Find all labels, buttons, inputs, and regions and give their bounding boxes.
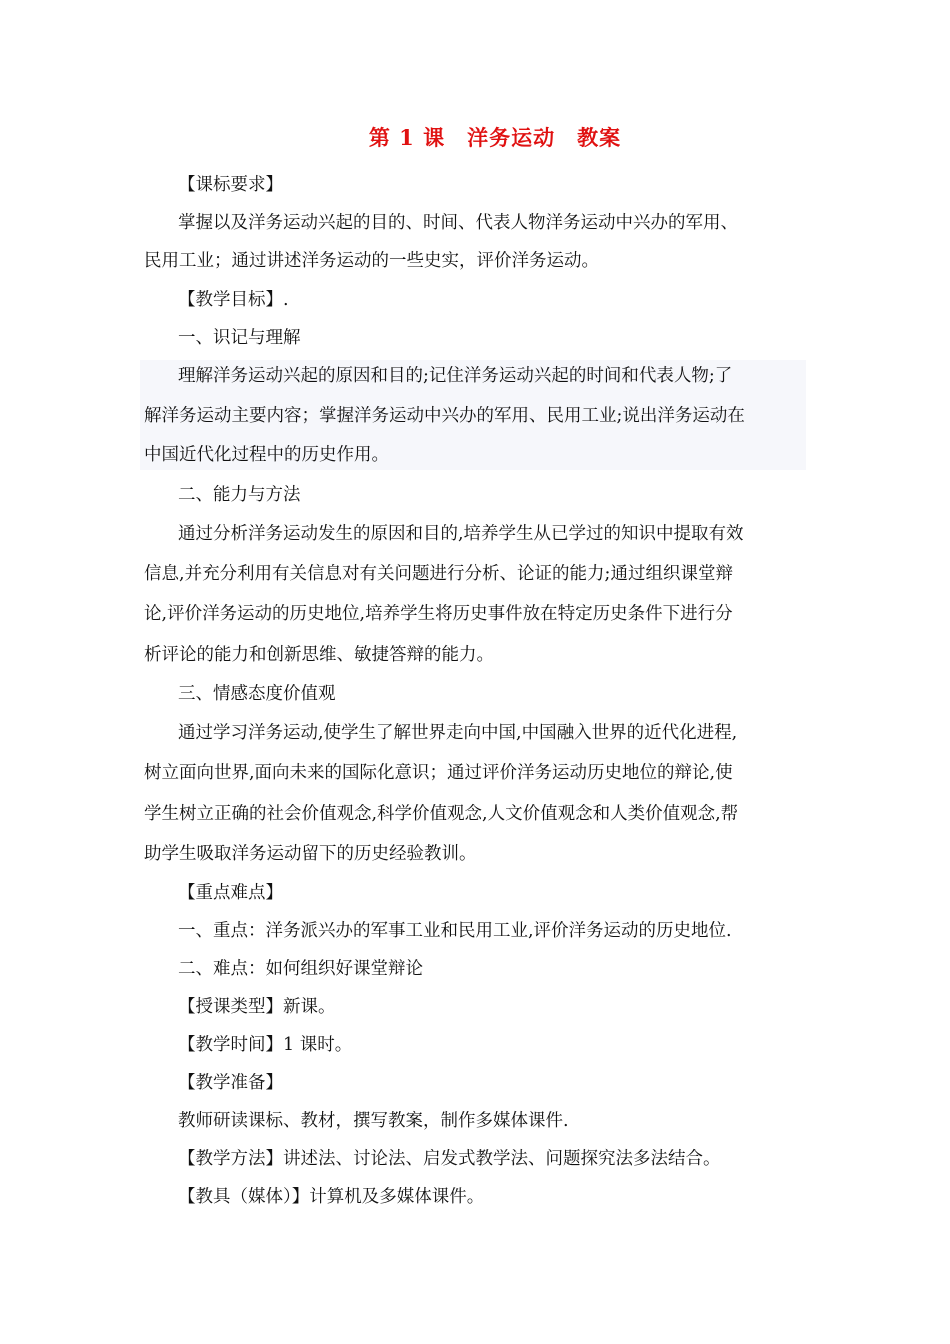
paragraph-line: 学生树立正确的社会价值观念,科学价值观念,人文价值观念和人类价值观念,帮	[144, 804, 739, 824]
section-heading-objectives: 【教学目标】.	[178, 290, 289, 310]
lesson-type: 【授课类型】新课。	[178, 997, 336, 1017]
paragraph-line: 树立面向世界,面向未来的国际化意识；通过评价洋务运动历史地位的辩论,使	[144, 763, 733, 783]
paragraph-line: 信息,并充分利用有关信息对有关问题进行分析、论证的能力;通过组织课堂辩	[144, 564, 733, 584]
paragraph-line: 教师研读课标、教材，撰写教案，制作多媒体课件.	[178, 1111, 569, 1131]
paragraph-line: 理解洋务运动兴起的原因和目的;记住洋务运动兴起的时间和代表人物;了	[178, 366, 733, 386]
paragraph-line: 民用工业；通过讲述洋务运动的一些史实，评价洋务运动。	[144, 251, 599, 271]
paragraph-line: 论,评价洋务运动的历史地位,培养学生将历史事件放在特定历史条件下进行分	[144, 604, 733, 624]
subheading-ability: 二、能力与方法	[178, 485, 301, 505]
paragraph-line: 二、难点：如何组织好课堂辩论	[178, 959, 423, 979]
paragraph-line: 一、重点：洋务派兴办的军事工业和民用工业,评价洋务运动的历史地位.	[178, 921, 732, 941]
paragraph-line: 析评论的能力和创新思维、敏捷答辩的能力。	[144, 645, 494, 665]
paragraph-line: 掌握以及洋务运动兴起的目的、时间、代表人物洋务运动中兴办的军用、	[178, 213, 738, 233]
paragraph-line: 通过学习洋务运动,使学生了解世界走向中国,中国融入世界的近代化进程,	[178, 723, 738, 743]
paragraph-line: 中国近代化过程中的历史作用。	[144, 445, 389, 465]
page-title: 第 1 课 洋务运动 教案	[368, 125, 622, 150]
teaching-methods: 【教学方法】讲述法、讨论法、启发式教学法、问题探究法多法结合。	[178, 1149, 721, 1169]
section-heading-preparation: 【教学准备】	[178, 1073, 283, 1093]
subheading-knowledge: 一、识记与理解	[178, 328, 301, 348]
paragraph-line: 通过分析洋务运动发生的原因和目的,培养学生从已学过的知识中提取有效	[178, 524, 744, 544]
section-heading-key-points: 【重点难点】	[178, 883, 283, 903]
teaching-tools: 【教具（媒体）】计算机及多媒体课件。	[178, 1187, 485, 1207]
subheading-values: 三、情感态度价值观	[178, 684, 336, 704]
paragraph-line: 助学生吸取洋务运动留下的历史经验教训。	[144, 844, 477, 864]
section-heading-curriculum: 【课标要求】	[178, 175, 283, 195]
lesson-time: 【教学时间】1 课时。	[178, 1035, 353, 1055]
paragraph-line: 解洋务运动主要内容；掌握洋务运动中兴办的军用、民用工业;说出洋务运动在	[144, 406, 745, 426]
